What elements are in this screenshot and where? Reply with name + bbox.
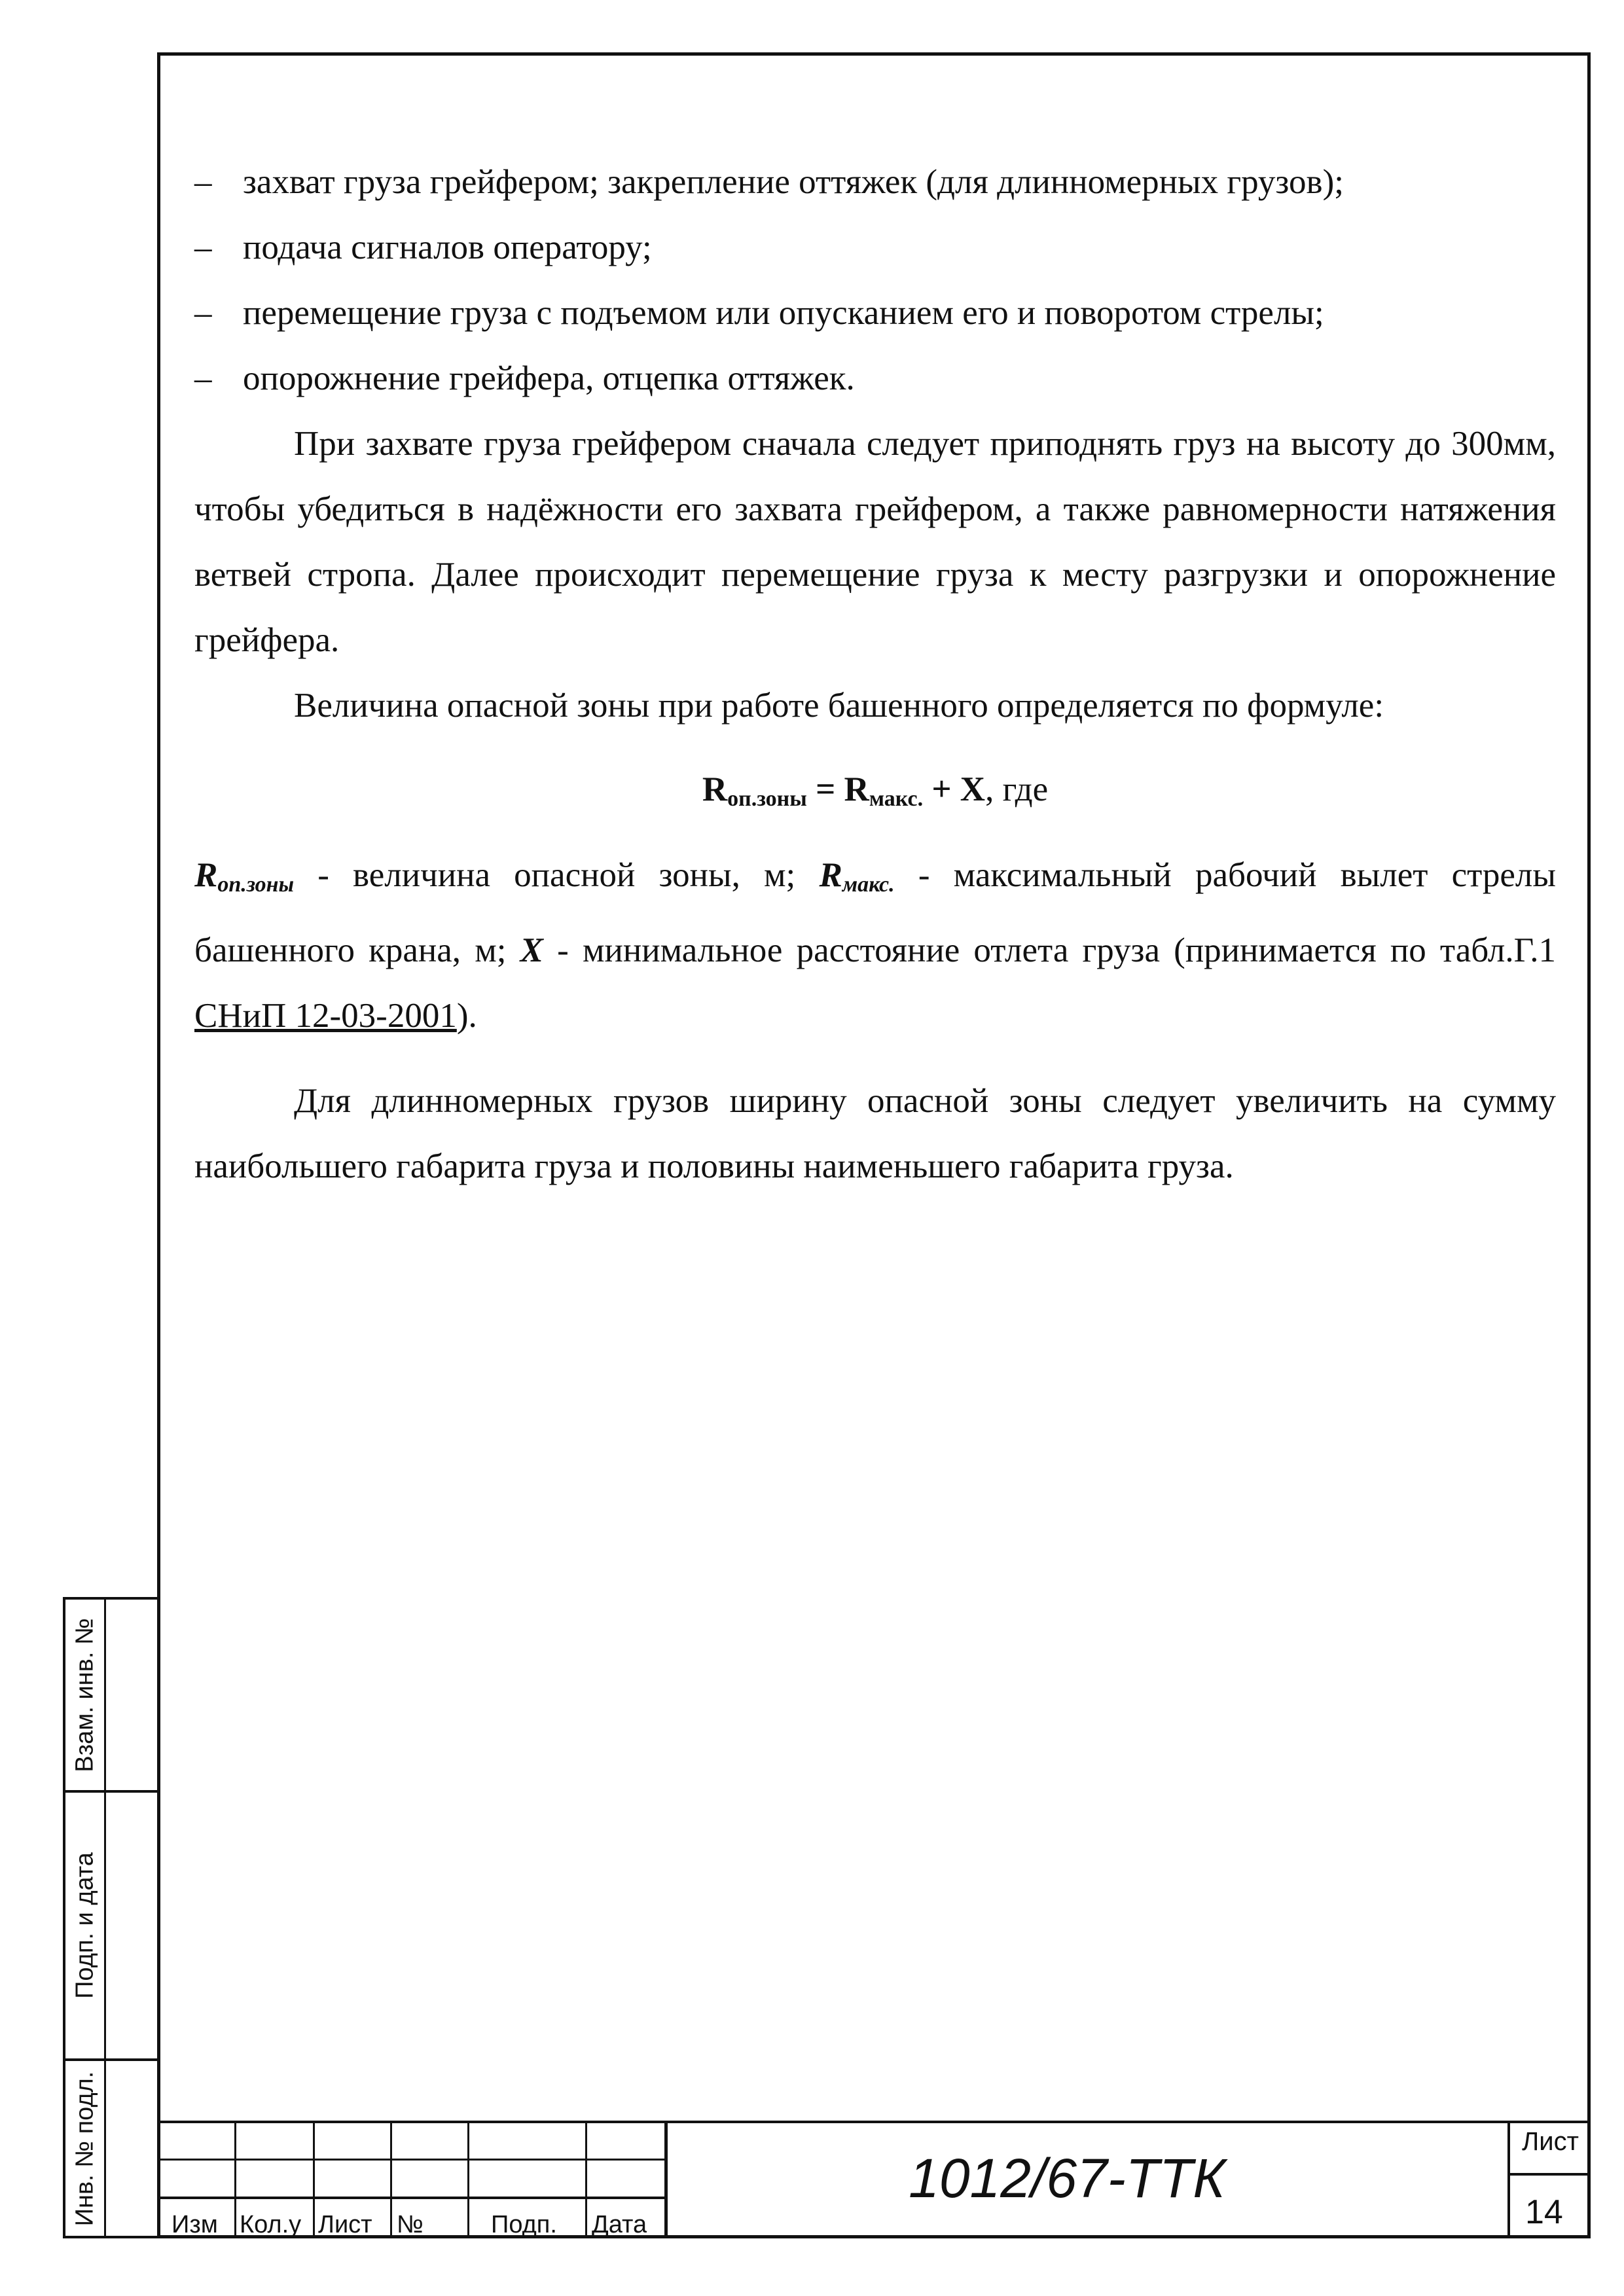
side-label-vzam: Взам. инв. № <box>71 1617 98 1772</box>
col-data: Дата <box>592 2211 647 2238</box>
side-cell-podp <box>63 1790 157 2058</box>
paragraph-long-loads: Для длинномерных грузов ширину опасной зоны следует увеличить на сумму наибольшего габарита груза и половины наименьшего габарита груза. <box>194 1082 1556 1185</box>
list-item: – подача сигналов оператору; <box>194 228 652 266</box>
sheet-label: Лист <box>1522 2127 1579 2156</box>
side-cell-inv <box>63 2058 157 2238</box>
list-item: – опорожнение грейфера, отцепка оттяжек. <box>194 359 855 397</box>
side-stamp <box>63 1597 157 2238</box>
col-izm: Изм <box>171 2211 218 2238</box>
document-code: 1012/67-ТТК <box>909 2147 1225 2209</box>
snip-link[interactable]: СНиП 12-03-2001 <box>194 997 457 1035</box>
side-label-podp: Подп. и дата <box>71 1852 98 1999</box>
formula: $R_{оп.зоны} = R_{макс.} + X$, где <box>702 770 1049 811</box>
side-label-inv: Инв. № подл. <box>71 2071 98 2226</box>
paragraph-grab: При захвате груза грейфером сначала следует приподнять груз на высоту до 300мм, чтобы убедиться в надёжности его захвата грейфером, а также равномерности натяжения ветвей стропа. Далее происходит перемещение груза к месту разгрузки и опорожнение грейфера. <box>194 425 1556 659</box>
title-block <box>157 2121 1591 2238</box>
col-num: № <box>397 2211 424 2238</box>
col-kol: Кол.у <box>240 2211 302 2238</box>
sheet-number: 14 <box>1525 2193 1563 2231</box>
paragraph-zone-intro: Величина опасной зоны при работе башенного определяется по формуле: <box>294 687 1384 725</box>
formula-definition: $R_{оп.зоны}$ - величина опасной зоны, м; $R_{макс.}$ - максимальный рабочий вылет стрелы башенного крана, м; X - минимальное расстояние отлета груза (принимается по табл.Г.1 СНиП 12-03-2001). <box>194 856 1556 1035</box>
side-cell-vzam <box>63 1597 157 1790</box>
col-podp: Подп. <box>491 2211 557 2238</box>
col-list: Лист <box>318 2211 372 2238</box>
document-body <box>194 149 1556 1199</box>
list-item: – перемещение груза с подъемом или опусканием его и поворотом стрелы; <box>194 294 1324 332</box>
list-item: – захват груза грейфером; закрепление оттяжек (для длинномерных грузов); <box>194 163 1344 201</box>
